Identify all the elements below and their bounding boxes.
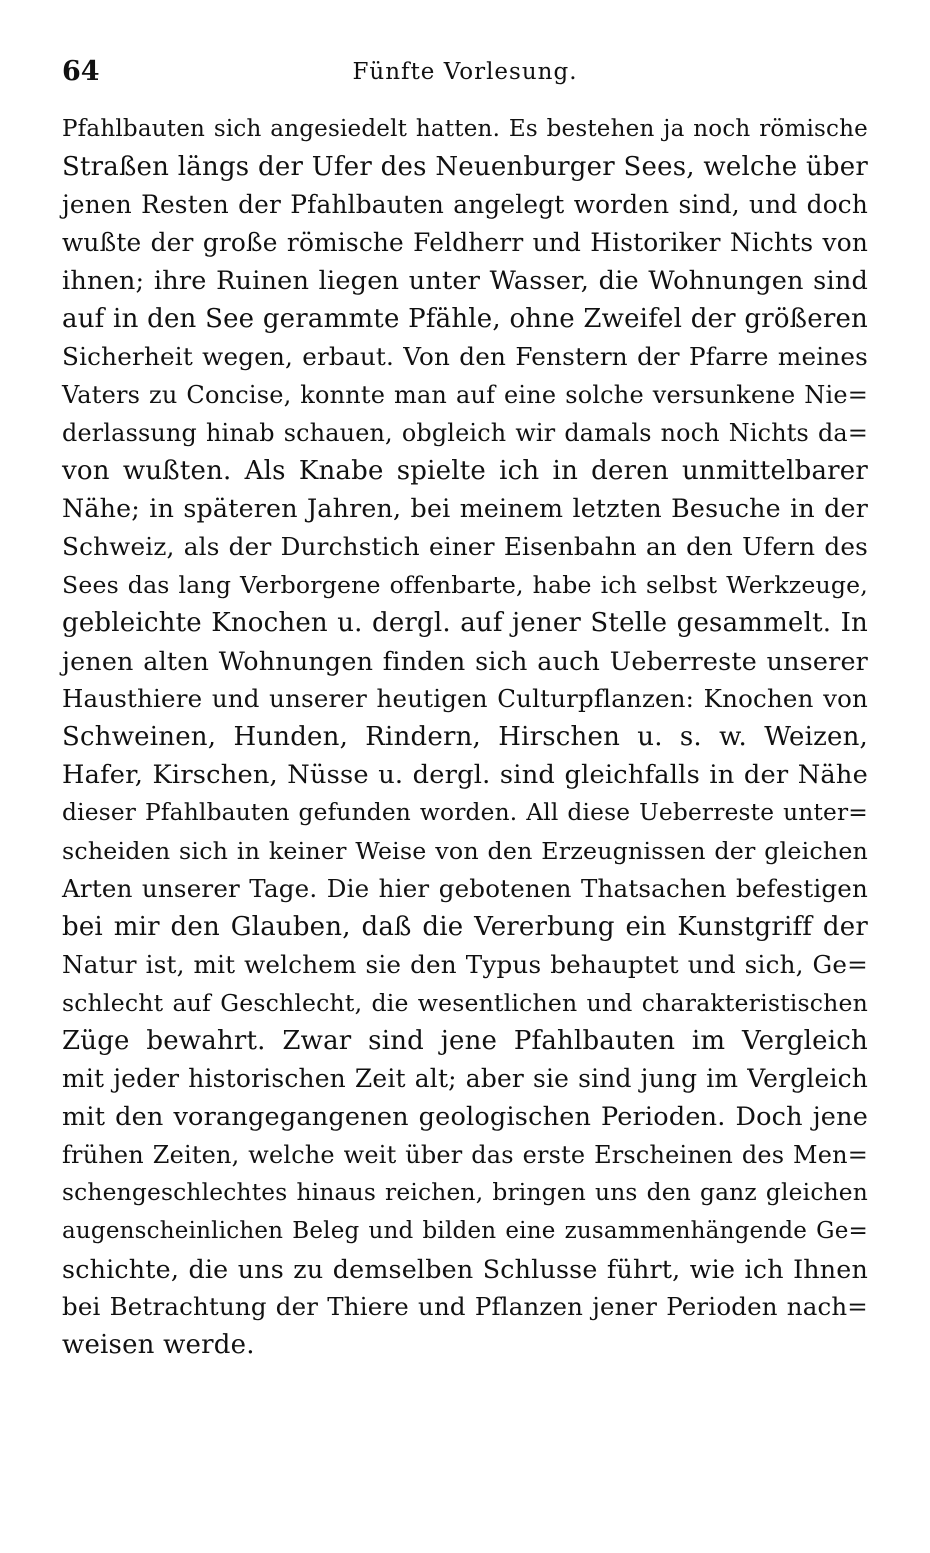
text-line: ihnen; ihre Ruinen liegen unter Wasser, die Wohnungen sind	[62, 266, 868, 296]
text-line: Sees das lang Verborgene offenbarte, habe ich selbst Werkzeuge,	[62, 571, 868, 599]
body-text	[62, 110, 868, 1364]
text-line: jenen alten Wohnungen finden sich auch Ueberreste unserer	[62, 646, 868, 676]
text-line: jenen Resten der Pfahlbauten angelegt worden sind, und doch	[62, 190, 868, 219]
text-line: von wußten. Als Knabe spielte ich in deren unmittelbarer	[62, 456, 868, 486]
text-line: Pfahlbauten sich angesiedelt hatten. Es bestehen ja noch römische	[62, 116, 868, 142]
text-line: Nähe; in späteren Jahren, bei meinem letzten Besuche in der	[62, 494, 868, 523]
text-line: Schweinen, Hunden, Rindern, Hirschen u. s. w. Weizen,	[62, 722, 868, 752]
text-line: weisen werde.	[62, 1330, 255, 1360]
running-head: Fünfte Vorlesung.	[352, 59, 578, 85]
text-line: bei mir den Glauben, daß die Vererbung ein Kunstgriff der	[62, 912, 868, 942]
text-line: Arten unserer Tage. Die hier gebotenen Thatsachen befestigen	[62, 874, 868, 903]
text-line: Schweiz, als der Durchstich einer Eisenbahn an den Ufern des	[62, 532, 868, 561]
page-header	[62, 52, 868, 92]
text-line: Straßen längs der Ufer des Neuenburger Sees, welche über	[62, 152, 868, 182]
text-line: Vaters zu Concise, konnte man auf eine solche versunkene Nie=	[62, 381, 868, 409]
text-line: wußte der große römische Feldherr und Historiker Nichts von	[62, 228, 868, 257]
text-line: Hafer, Kirschen, Nüsse u. dergl. sind gleichfalls in der Nähe	[62, 760, 868, 790]
text-line: schlecht auf Geschlecht, die wesentlichen und charakteristischen	[62, 989, 868, 1017]
text-line: schengeschlechtes hinaus reichen, bringen uns den ganz gleichen	[62, 1179, 868, 1206]
text-line: mit jeder historischen Zeit alt; aber sie sind jung im Vergleich	[62, 1064, 868, 1093]
text-line: augenscheinlichen Beleg und bilden eine zusammenhängende Ge=	[62, 1218, 868, 1244]
text-line: auf in den See gerammte Pfähle, ohne Zweifel der größeren	[62, 304, 868, 334]
text-line: Züge bewahrt. Zwar sind jene Pfahlbauten im Vergleich	[62, 1026, 868, 1056]
text-line: mit den vorangegangenen geologischen Perioden. Doch jene	[62, 1102, 868, 1132]
text-line: frühen Zeiten, welche weit über das erste Erscheinen des Men=	[62, 1141, 868, 1169]
text-line: schichte, die uns zu demselben Schlusse führt, wie ich Ihnen	[62, 1254, 868, 1284]
text-line: bei Betrachtung der Thiere und Pflanzen jener Perioden nach=	[62, 1292, 868, 1321]
text-line: Natur ist, mit welchem sie den Typus behauptet und sich, Ge=	[62, 950, 868, 979]
text-line: scheiden sich in keiner Weise von den Erzeugnissen der gleichen	[62, 837, 868, 865]
text-line: derlassung hinab schauen, obgleich wir damals noch Nichts da=	[62, 419, 868, 447]
text-line: Sicherheit wegen, erbaut. Von den Fenstern der Pfarre meines	[62, 342, 868, 371]
text-line: Hausthiere und unserer heutigen Culturpflanzen: Knochen von	[62, 684, 868, 713]
page-number: 64	[62, 56, 100, 87]
text-line: gebleichte Knochen u. dergl. auf jener Stelle gesammelt. In	[62, 608, 868, 638]
text-line: dieser Pfahlbauten gefunden worden. All diese Ueberreste unter=	[62, 799, 868, 826]
